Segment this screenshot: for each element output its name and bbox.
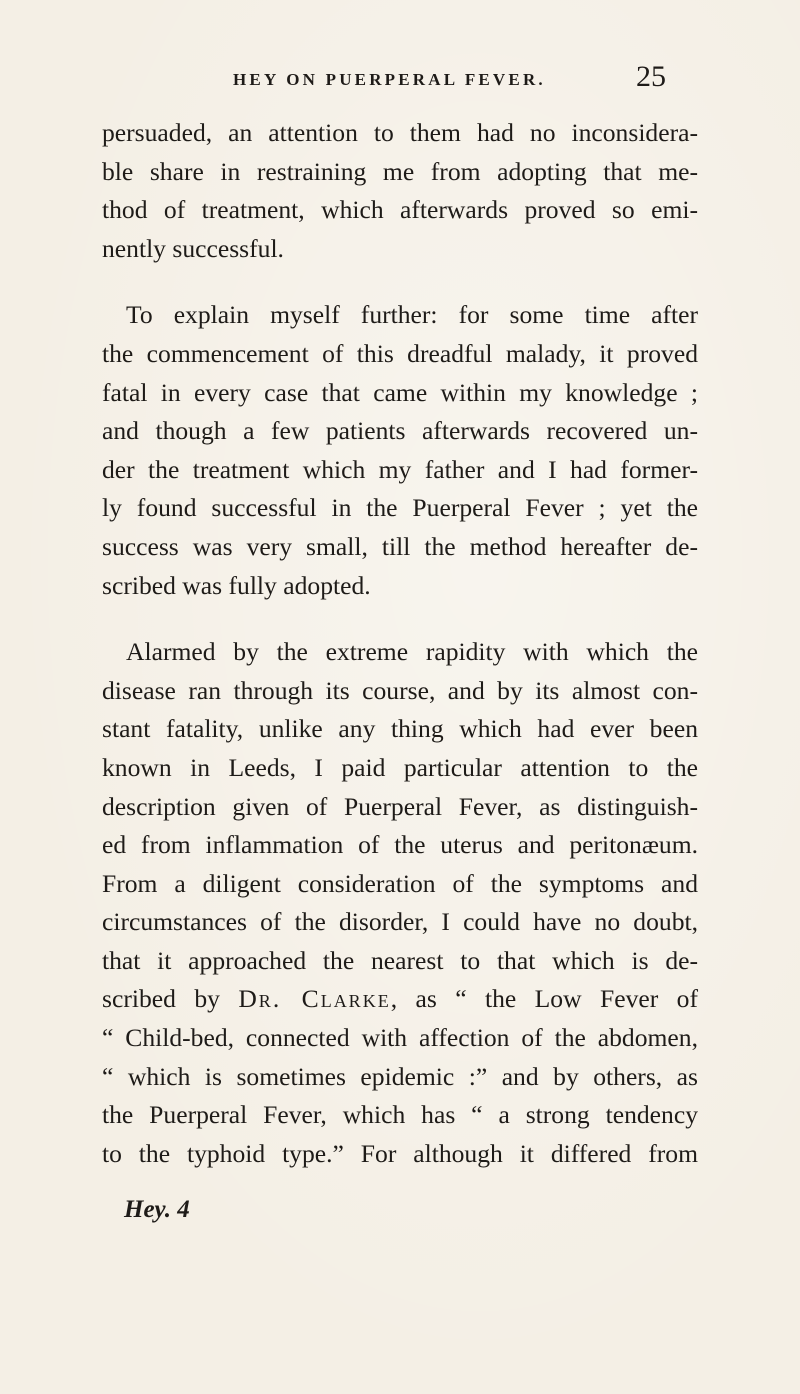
text-line: and though a few patients afterwards recovered un- (102, 416, 698, 446)
signature-mark: Hey. 4 (124, 1196, 190, 1223)
paragraph-2 (102, 296, 698, 605)
body-text (102, 114, 698, 1173)
text-line: to the typhoid type.” For although it differed from (102, 1138, 698, 1168)
text-line: known in Leeds, I paid particular attention to the (102, 752, 698, 782)
text-line: the Puerperal Fever, which has “ a strong tendency (102, 1100, 698, 1130)
text-line: success was very small, till the method hereafter de- (102, 531, 698, 561)
text-line: “ Child-bed, connected with affection of the abdomen, (102, 1023, 698, 1053)
text-line: From a diligent consideration of the symptoms and (102, 868, 698, 898)
text-line: der the treatment which my father and I had former- (102, 454, 698, 484)
paragraph-1 (102, 114, 698, 268)
text-line: nently successful. (102, 233, 284, 263)
text-line: scribed was fully adopted. (102, 570, 371, 600)
text-line: fatal in every case that came within my knowledge ; (102, 377, 698, 407)
paragraph-gap (102, 268, 698, 296)
paragraph-3 (102, 633, 698, 1173)
text-line: disease ran through its course, and by its almost con- (102, 675, 698, 705)
text-line-with-name (102, 980, 698, 1019)
paragraph-gap (102, 605, 698, 633)
text-line: To explain myself further: for some time after (126, 300, 698, 330)
text-line: ed from inflammation of the uterus and peritonæum. (102, 830, 698, 860)
text-fragment: scribed by (102, 984, 239, 1014)
page-number: 25 (636, 60, 666, 93)
text-line: description given of Puerperal Fever, as distinguish- (102, 791, 698, 821)
text-line: stant fatality, unlike any thing which had ever been (102, 714, 698, 744)
text-line: thod of treatment, which afterwards proved so emi- (102, 195, 698, 225)
text-line: the commencement of this dreadful malady, it proved (102, 338, 698, 368)
author-name: Dr. Clarke (238, 984, 391, 1014)
text-line: ly found successful in the Puerperal Fever ; yet the (102, 493, 698, 523)
text-line: persuaded, an attention to them had no inconsidera- (102, 118, 698, 147)
text-line: Alarmed by the extreme rapidity with which the (126, 637, 698, 667)
text-line: “ which is sometimes epidemic :” and by others, as (102, 1061, 698, 1091)
text-line: that it approached the nearest to that which is de- (102, 945, 698, 975)
running-head-title: HEY ON PUERPERAL FEVER. (233, 70, 546, 89)
text-line: ble share in restraining me from adopting that me- (102, 156, 698, 186)
text-line: circumstances of the disorder, I could have no doubt, (102, 907, 698, 937)
text-fragment: , as “ the Low Fever of (390, 984, 698, 1014)
